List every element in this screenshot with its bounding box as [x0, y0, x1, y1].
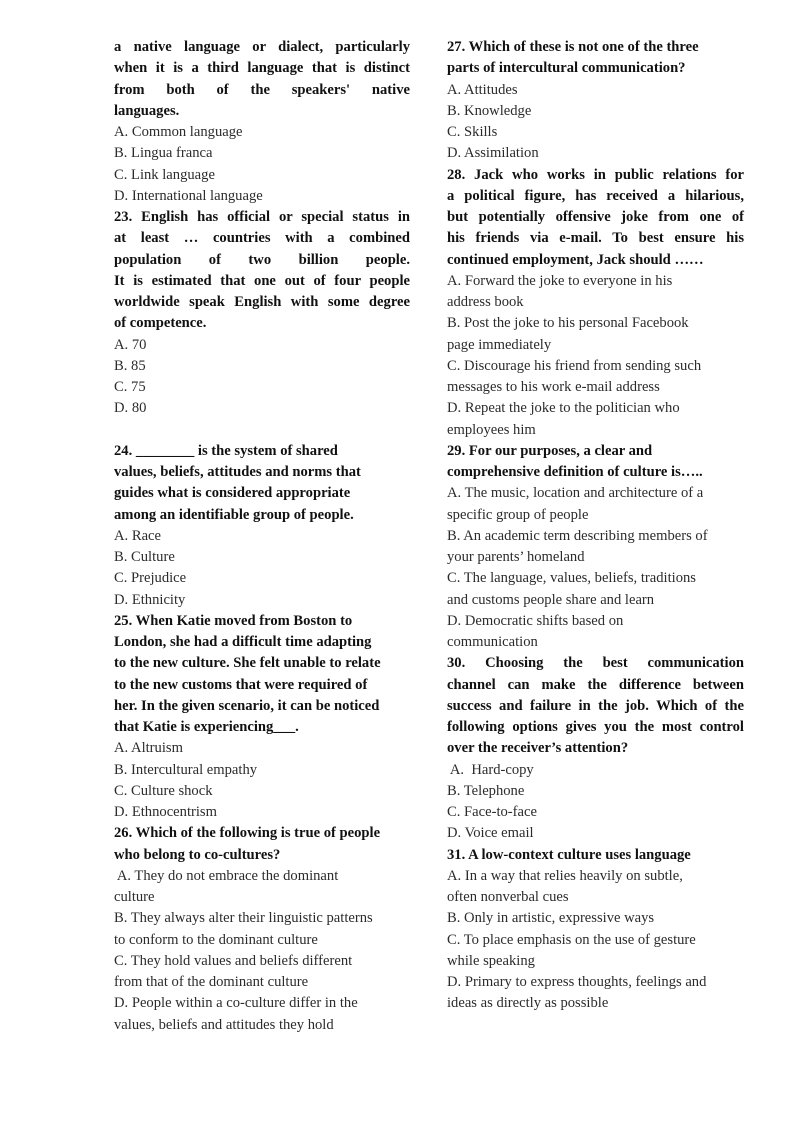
question-line: a native language or dialect, particularly	[114, 39, 410, 55]
question-line: 27. Which of these is not one of the three	[447, 39, 699, 55]
question-line: guides what is considered appropriate	[114, 485, 351, 502]
option-c[interactable]: C. Discourage his friend from sending such	[447, 357, 702, 374]
option-b[interactable]: B. Telephone	[447, 782, 525, 799]
option-d[interactable]: D. International language	[114, 187, 263, 204]
question-31	[447, 845, 744, 866]
question-26-options	[114, 866, 410, 1036]
question-line: continued employment, Jack should ……	[447, 251, 704, 268]
option-a[interactable]: A. Hard-copy	[447, 761, 534, 778]
question-line: comprehensive definition of culture is…..	[447, 464, 703, 480]
option-b-cont[interactable]: page immediately	[447, 336, 552, 353]
question-line: parts of intercultural communication?	[447, 60, 686, 77]
question-line: success and failure in the job. Which of the	[447, 697, 744, 714]
option-b[interactable]: B. They always alter their linguistic patterns	[114, 910, 373, 927]
question-22-options	[114, 122, 410, 207]
option-b[interactable]: B. Knowledge	[447, 102, 532, 119]
question-22-tail	[114, 37, 410, 122]
option-c[interactable]: C. Link language	[114, 166, 215, 183]
spacer	[114, 420, 410, 441]
option-b-cont[interactable]: your parents’ homeland	[447, 549, 585, 565]
question-line: to the new customs that were required of	[114, 676, 368, 693]
question-23-options	[114, 335, 410, 420]
question-23	[114, 207, 410, 335]
option-b[interactable]: B. Post the joke to his personal Facebook	[447, 315, 689, 332]
option-a[interactable]: A. 70	[114, 336, 147, 353]
question-line: 23. English has official or special status in	[114, 209, 410, 225]
option-d-cont[interactable]: employees him	[447, 421, 536, 438]
option-a-cont[interactable]: often nonverbal cues	[447, 889, 569, 905]
question-line: population of two billion people.	[114, 251, 410, 268]
option-c-cont[interactable]: and customs people share and learn	[447, 591, 655, 608]
option-a[interactable]: A. In a way that relies heavily on subtle,	[447, 867, 683, 884]
question-line: languages.	[114, 102, 180, 119]
question-27-options	[447, 80, 744, 165]
question-line: of competence.	[114, 315, 207, 332]
option-b[interactable]: B. An academic term describing members of	[447, 527, 708, 544]
question-24	[114, 441, 410, 526]
option-b[interactable]: B. Culture	[114, 549, 175, 565]
option-a[interactable]: A. Altruism	[114, 740, 183, 757]
option-a[interactable]: A. Forward the joke to everyone in his	[447, 272, 673, 289]
option-b[interactable]: B. Lingua franca	[114, 145, 213, 162]
question-line: 28. Jack who works in public relations for	[447, 166, 744, 183]
option-d[interactable]: D. Primary to express thoughts, feelings and	[447, 974, 707, 990]
option-d[interactable]: D. Democratic shifts based on	[447, 612, 624, 629]
option-a[interactable]: A. Attitudes	[447, 81, 518, 98]
question-29	[447, 441, 744, 484]
question-line: following options gives you the most control	[447, 719, 744, 735]
option-d[interactable]: D. 80	[114, 400, 147, 417]
option-d[interactable]: D. Repeat the joke to the politician who	[447, 400, 680, 417]
option-c[interactable]: C. Skills	[447, 124, 498, 140]
option-c-cont[interactable]: from that of the dominant culture	[114, 974, 309, 990]
question-line: London, she had a difficult time adapting	[114, 634, 372, 650]
question-line: channel can make the difference between	[447, 676, 744, 693]
option-b[interactable]: B. 85	[114, 357, 146, 374]
question-29-options	[447, 483, 744, 653]
option-b[interactable]: B. Intercultural empathy	[114, 761, 258, 778]
left-column	[114, 37, 410, 1036]
option-d[interactable]: D. Assimilation	[447, 145, 539, 162]
question-26	[114, 823, 410, 866]
option-d[interactable]: D. Voice email	[447, 825, 534, 842]
question-30-options	[447, 760, 744, 845]
question-line: values, beliefs, attitudes and norms that	[114, 464, 361, 480]
question-line: his friends via e-mail. To best ensure his	[447, 230, 744, 247]
option-c[interactable]: C. 75	[114, 379, 146, 395]
option-d[interactable]: D. People within a co-culture differ in the	[114, 995, 358, 1012]
question-28-options	[447, 271, 744, 441]
question-25	[114, 611, 410, 739]
question-25-options	[114, 738, 410, 823]
right-column	[447, 37, 744, 1015]
question-line: over the receiver’s attention?	[447, 740, 629, 757]
option-b[interactable]: B. Only in artistic, expressive ways	[447, 910, 655, 927]
option-a-cont[interactable]: culture	[114, 889, 155, 905]
question-line: when it is a third language that is distinct	[114, 60, 410, 77]
question-30	[447, 653, 744, 759]
option-c[interactable]: C. Culture shock	[114, 782, 213, 799]
option-d[interactable]: D. Ethnicity	[114, 591, 186, 608]
option-c-cont[interactable]: messages to his work e-mail address	[447, 379, 660, 395]
question-line: among an identifiable group of people.	[114, 506, 354, 523]
option-c[interactable]: C. Face-to-face	[447, 804, 537, 820]
question-line: to the new culture. She felt unable to relate	[114, 655, 381, 672]
question-line: It is estimated that one out of four people	[114, 272, 410, 289]
question-line: 26. Which of the following is true of people	[114, 825, 381, 842]
question-27	[447, 37, 744, 80]
option-d-cont[interactable]: values, beliefs and attitudes they hold	[114, 1016, 334, 1033]
question-24-options	[114, 526, 410, 611]
question-line: 30. Choosing the best communication	[447, 655, 744, 672]
question-line: who belong to co-cultures?	[114, 846, 281, 863]
question-line: 24. ________ is the system of shared	[114, 442, 338, 459]
question-28	[447, 165, 744, 271]
option-a[interactable]: A. The music, location and architecture of a	[447, 485, 704, 502]
option-a[interactable]: A. They do not embrace the dominant	[114, 867, 339, 884]
question-line: 31. A low-context culture uses language	[447, 846, 691, 863]
option-a[interactable]: A. Race	[114, 527, 162, 544]
question-line: worldwide speak English with some degree	[114, 294, 410, 310]
option-c[interactable]: C. They hold values and beliefs different	[114, 952, 353, 969]
option-b-cont[interactable]: to conform to the dominant culture	[114, 931, 318, 948]
question-line: but potentially offensive joke from one of	[447, 209, 744, 225]
option-c[interactable]: C. The language, values, beliefs, traditions	[447, 570, 696, 587]
option-a-cont[interactable]: address book	[447, 294, 524, 310]
question-line: at least … countries with a combined	[114, 230, 410, 247]
option-a-cont[interactable]: specific group of people	[447, 506, 589, 523]
question-line: that Katie is experiencing___.	[114, 719, 299, 735]
question-line: from both of the speakers' native	[114, 81, 410, 98]
option-d[interactable]: D. Ethnocentrism	[114, 804, 217, 820]
question-line: 25. When Katie moved from Boston to	[114, 612, 353, 629]
question-line: her. In the given scenario, it can be noticed	[114, 697, 380, 714]
question-line: a political figure, has received a hilarious,	[447, 187, 744, 204]
option-c[interactable]: C. To place emphasis on the use of gesture	[447, 931, 696, 948]
option-d-cont[interactable]: communication	[447, 634, 538, 650]
question-31-options	[447, 866, 744, 1015]
option-c-cont[interactable]: while speaking	[447, 952, 535, 969]
option-c[interactable]: C. Prejudice	[114, 570, 187, 587]
option-d-cont[interactable]: ideas as directly as possible	[447, 995, 609, 1012]
question-line: 29. For our purposes, a clear and	[447, 442, 653, 459]
option-a[interactable]: A. Common language	[114, 124, 243, 140]
